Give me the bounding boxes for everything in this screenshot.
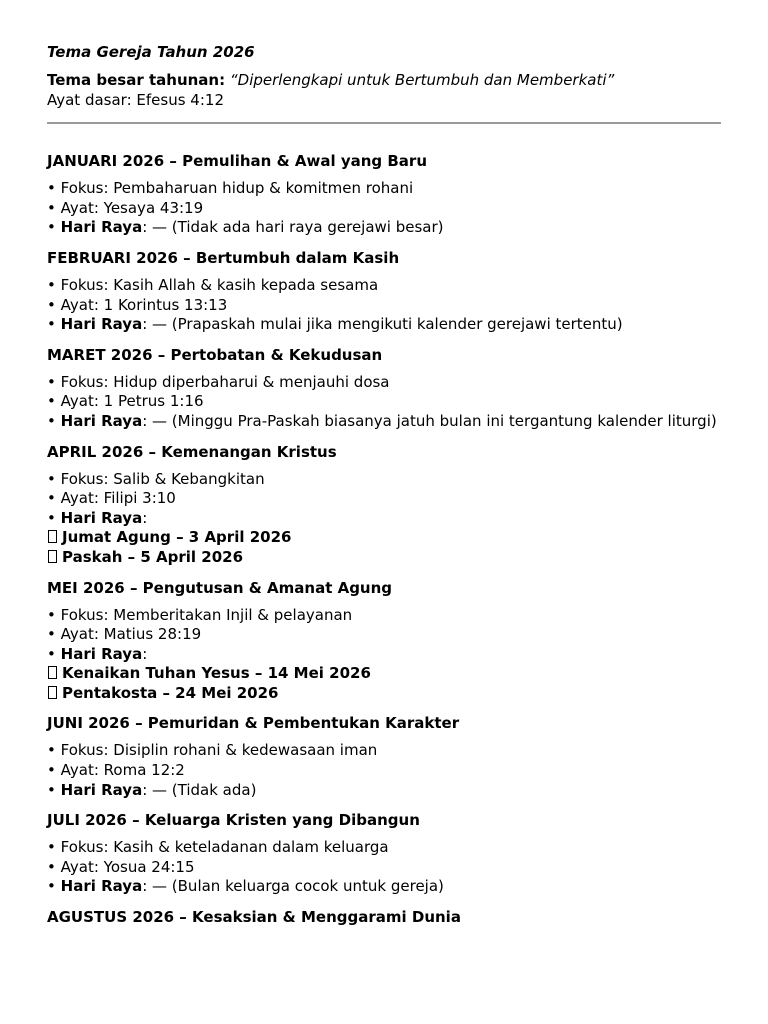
annual-theme-label: Tema besar tahunan: xyxy=(47,71,226,89)
holiday-text: : — (Tidak ada hari raya gerejawi besar) xyxy=(142,218,444,237)
missing-glyph-icon xyxy=(48,686,57,699)
verse-item xyxy=(47,296,721,316)
bullet: • xyxy=(47,857,56,876)
bullet: • xyxy=(47,469,56,488)
bullet: • xyxy=(47,877,56,896)
focus-item xyxy=(47,741,721,761)
focus-item xyxy=(47,276,721,296)
month-section xyxy=(47,809,721,897)
month-section xyxy=(47,906,721,928)
month-section xyxy=(47,247,721,335)
holiday-event-text: Jumat Agung – 3 April 2026 xyxy=(62,528,292,547)
month-heading: MARET 2026 – Pertobatan & Kekudusan xyxy=(47,345,383,364)
annual-theme-value: “Diperlengkapi untuk Bertumbuh dan Memberkati” xyxy=(229,71,615,89)
holiday-item xyxy=(47,781,721,801)
holiday-text: : — (Prapaskah mulai jika mengikuti kalender gerejawi tertentu) xyxy=(142,315,623,334)
missing-glyph-icon xyxy=(48,666,57,679)
month-section xyxy=(47,150,721,238)
month-heading: JUNI 2026 – Pemuridan & Pembentukan Karakter xyxy=(47,714,460,733)
bullet: • xyxy=(47,605,56,624)
holiday-label: Hari Raya xyxy=(60,877,143,896)
bullet: • xyxy=(47,508,56,527)
bullet: • xyxy=(47,372,56,391)
bullet: • xyxy=(47,761,56,780)
bullet: • xyxy=(47,411,56,430)
focus-item xyxy=(47,838,721,858)
holiday-event xyxy=(47,528,721,548)
verse-item xyxy=(47,392,721,412)
holiday-event xyxy=(47,548,721,568)
focus-item-text: Fokus: Kasih & keteladanan dalam keluarga xyxy=(60,838,389,857)
bullet: • xyxy=(47,179,56,198)
bullet: • xyxy=(47,275,56,294)
holiday-label: Hari Raya xyxy=(60,315,143,334)
bullet: • xyxy=(47,741,56,760)
document-title: Tema Gereja Tahun 2026 xyxy=(47,43,255,61)
holiday-label: Hari Raya xyxy=(60,644,143,663)
verse-item-text: Ayat: Roma 12:2 xyxy=(60,761,185,780)
holiday-text: : — (Tidak ada) xyxy=(142,780,257,799)
month-heading: AGUSTUS 2026 – Kesaksian & Menggarami Dunia xyxy=(47,908,461,927)
month-heading: JANUARI 2026 – Pemulihan & Awal yang Baru xyxy=(47,152,428,171)
holiday-text: : xyxy=(142,644,148,663)
verse-item-text: Ayat: Yesaya 43:19 xyxy=(60,198,204,217)
bullet: • xyxy=(47,218,56,237)
holiday-item xyxy=(47,509,721,529)
verse-item-text: Ayat: 1 Petrus 1:16 xyxy=(60,392,204,411)
holiday-label: Hari Raya xyxy=(60,508,143,527)
bullet: • xyxy=(47,644,56,663)
holiday-event-text: Pentakosta – 24 Mei 2026 xyxy=(62,683,279,702)
month-heading: APRIL 2026 – Kemenangan Kristus xyxy=(47,442,337,461)
focus-item-text: Fokus: Hidup diperbaharui & menjauhi dosa xyxy=(60,372,390,391)
focus-item xyxy=(47,179,721,199)
holiday-item xyxy=(47,877,721,897)
bullet: • xyxy=(47,625,56,644)
verse-item-text: Ayat: Matius 28:19 xyxy=(60,625,202,644)
holiday-text: : — (Bulan keluarga cocok untuk gereja) xyxy=(142,877,444,896)
month-heading: MEI 2026 – Pengutusan & Amanat Agung xyxy=(47,578,393,597)
focus-item-text: Fokus: Disiplin rohani & kedewasaan iman xyxy=(60,741,378,760)
holiday-label: Hari Raya xyxy=(60,780,143,799)
holiday-event-text: Kenaikan Tuhan Yesus – 14 Mei 2026 xyxy=(62,664,371,683)
verse-item-text: Ayat: Filipi 3:10 xyxy=(60,489,176,508)
holiday-event xyxy=(47,664,721,684)
month-heading: FEBRUARI 2026 – Bertumbuh dalam Kasih xyxy=(47,248,400,267)
focus-item-text: Fokus: Memberitakan Injil & pelayanan xyxy=(60,605,353,624)
focus-item-text: Fokus: Salib & Kebangkitan xyxy=(60,469,265,488)
focus-item xyxy=(47,373,721,393)
bullet: • xyxy=(47,315,56,334)
focus-item xyxy=(47,470,721,490)
month-list xyxy=(47,150,721,928)
holiday-item xyxy=(47,218,721,238)
verse-item xyxy=(47,199,721,219)
bullet: • xyxy=(47,838,56,857)
focus-item xyxy=(47,606,721,626)
month-heading: JULI 2026 – Keluarga Kristen yang Dibangun xyxy=(47,811,420,830)
holiday-event xyxy=(47,684,721,704)
bullet: • xyxy=(47,295,56,314)
holiday-item xyxy=(47,645,721,665)
month-section xyxy=(47,344,721,432)
verse-item-text: Ayat: 1 Korintus 13:13 xyxy=(60,295,228,314)
missing-glyph-icon xyxy=(48,550,57,563)
bullet: • xyxy=(47,392,56,411)
month-section xyxy=(47,712,721,800)
holiday-label: Hari Raya xyxy=(60,218,143,237)
holiday-item xyxy=(47,412,721,432)
divider xyxy=(47,122,721,124)
holiday-text: : xyxy=(142,508,148,527)
verse-item xyxy=(47,625,721,645)
verse-item-text: Ayat: Yosua 24:15 xyxy=(60,857,195,876)
bullet: • xyxy=(47,780,56,799)
month-section xyxy=(47,441,721,568)
holiday-item xyxy=(47,315,721,335)
verse-item xyxy=(47,858,721,878)
focus-item-text: Fokus: Pembaharuan hidup & komitmen rohani xyxy=(60,179,414,198)
month-section xyxy=(47,577,721,704)
bullet: • xyxy=(47,198,56,217)
annual-theme-line xyxy=(47,71,721,91)
missing-glyph-icon xyxy=(48,530,57,543)
verse-item xyxy=(47,489,721,509)
base-verse: Ayat dasar: Efesus 4:12 xyxy=(47,90,224,109)
holiday-text: : — (Minggu Pra-Paskah biasanya jatuh bulan ini tergantung kalender liturgi) xyxy=(142,411,717,430)
bullet: • xyxy=(47,489,56,508)
focus-item-text: Fokus: Kasih Allah & kasih kepada sesama xyxy=(60,275,379,294)
holiday-event-text: Paskah – 5 April 2026 xyxy=(62,547,244,566)
holiday-label: Hari Raya xyxy=(60,411,143,430)
verse-item xyxy=(47,761,721,781)
